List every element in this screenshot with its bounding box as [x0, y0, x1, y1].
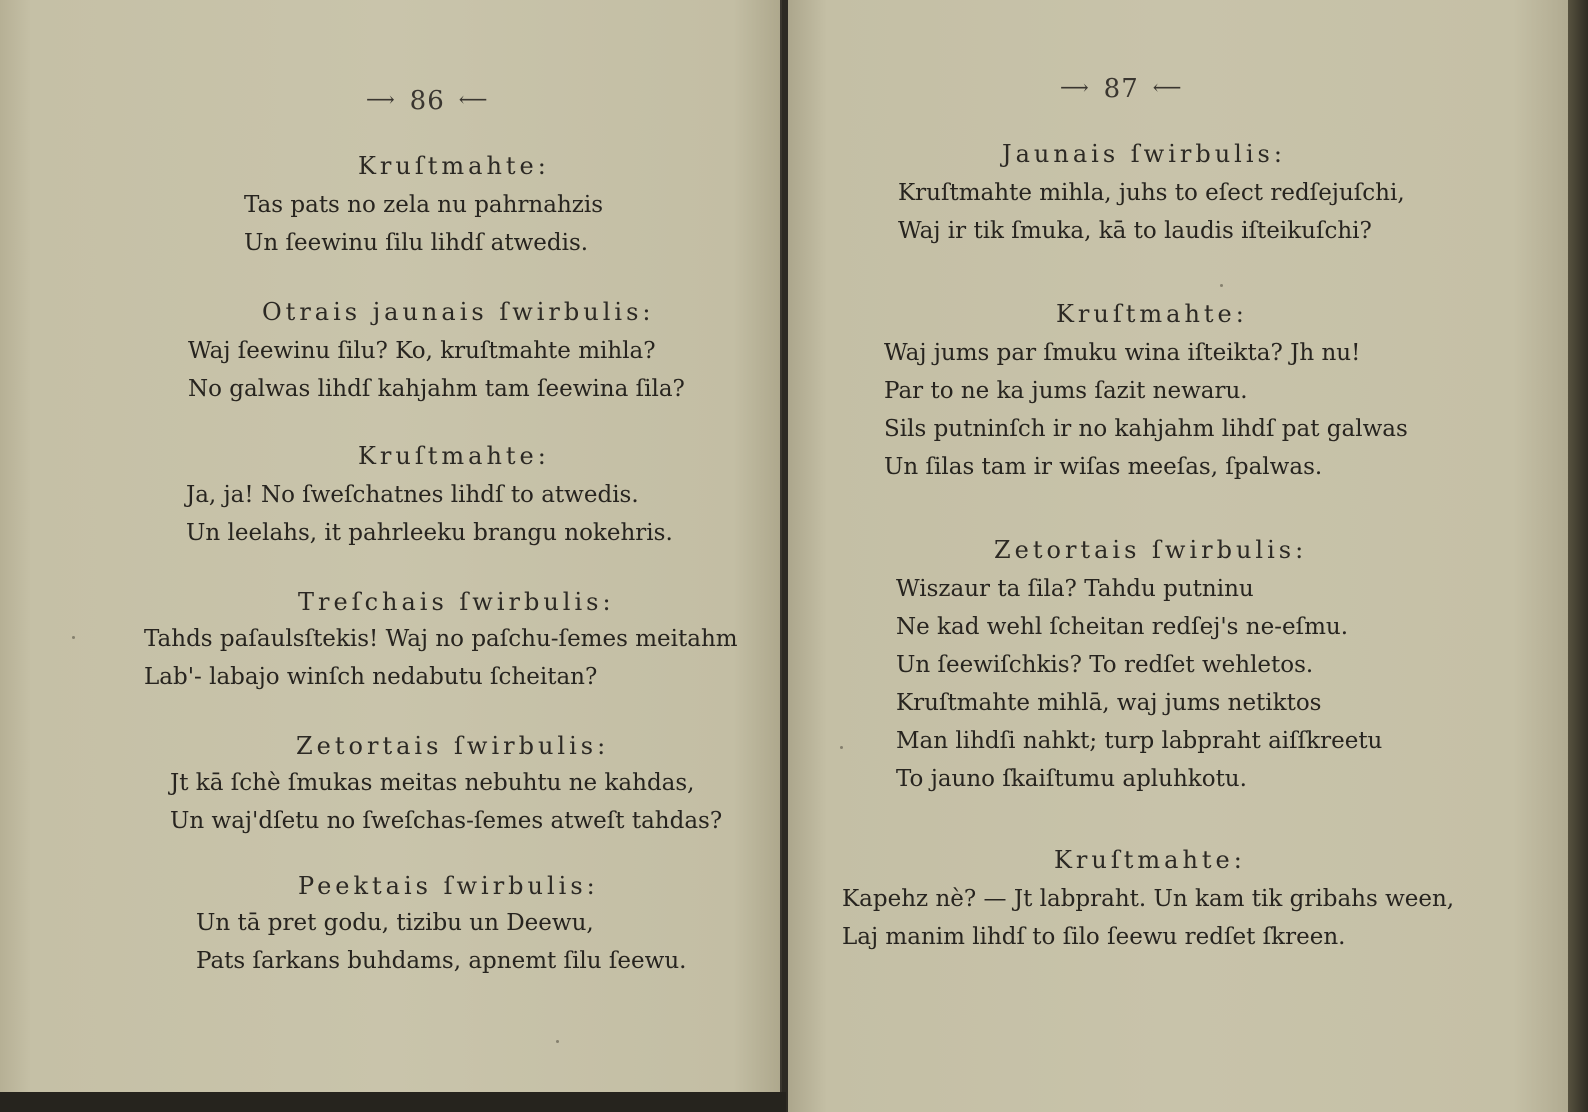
verse-line: Tas pats no zela nu pahrnahzis	[244, 192, 604, 218]
verse-line: Pats ſarkans buhdams, apnemt ſilu ſeewu.	[196, 948, 687, 974]
right-page	[788, 0, 1568, 1112]
left-page	[0, 0, 782, 1092]
verse-line: Un ſilas tam ir wiſas meeſas, ſpalwas.	[884, 454, 1323, 480]
speaker-label: Treſchais ſwirbulis:	[298, 588, 615, 616]
verse-line: Ja, ja! No ſweſchatnes lihdſ to atwedis.	[186, 482, 639, 508]
verse-line: Un waj'dſetu no ſweſchas-ſemes atweſt tahdas?	[170, 808, 723, 834]
book-edge-right	[1568, 0, 1588, 1112]
verse-line: Sils putninſch ir no kahjahm lihdſ pat galwas	[884, 416, 1408, 442]
verse-line: Lab'- labajo winſch nedabutu ſcheitan?	[144, 664, 598, 690]
verse-line: Kruſtmahte mihla, juhs to eſect redſejuſchi,	[898, 180, 1405, 206]
verse-line: Man lihdſi nahkt; turp labpraht aiſſkreetu	[896, 728, 1383, 754]
dash-ornament: ⟶	[1060, 75, 1090, 99]
speaker-label: Kruſtmahte:	[1054, 846, 1246, 874]
dash-ornament: ⟵	[458, 87, 489, 111]
paper-speck	[556, 1040, 559, 1043]
speaker-label: Kruſtmahte:	[358, 442, 550, 470]
speaker-label: Zetortais ſwirbulis:	[994, 536, 1308, 564]
verse-line: Waj jums par ſmuku wina iſteikta? Jh nu!	[884, 340, 1361, 366]
speaker-label: Zetortais ſwirbulis:	[296, 732, 610, 760]
verse-line: Waj ſeewinu ſilu? Ko, kruſtmahte mihla?	[188, 338, 656, 364]
dash-ornament: ⟵	[1152, 75, 1183, 99]
book-edge-bottom	[0, 1092, 786, 1112]
verse-line: Kruſtmahte mihlā, waj jums netiktos	[896, 690, 1322, 716]
paper-speck	[72, 636, 75, 639]
verse-line: Ne kad wehl ſcheitan redſej's ne-eſmu.	[896, 614, 1349, 640]
verse-line: Jt kā ſchè ſmukas meitas nebuhtu ne kahdas,	[170, 770, 695, 796]
verse-line: Kapehz nè? — Jt labpraht. Un kam tik gribahs ween,	[842, 886, 1455, 912]
speaker-label: Peektais ſwirbulis:	[298, 872, 599, 900]
verse-line: Un ſeewinu ſilu lihdſ atwedis.	[244, 230, 589, 256]
speaker-label: Otrais jaunais ſwirbulis:	[262, 298, 655, 326]
verse-line: To jauno ſkaiſtumu apluhkotu.	[896, 766, 1247, 792]
verse-line: Un ſeewiſchkis? To redſet wehletos.	[896, 652, 1314, 678]
page-number-left: ⟶ 86 ⟵	[366, 86, 489, 116]
paper-speck	[840, 746, 843, 749]
verse-line: Un leelahs, it pahrleeku brangu nokehris.	[186, 520, 673, 546]
dash-ornament: ⟶	[366, 87, 396, 111]
page-number-right: ⟶ 87 ⟵	[1060, 74, 1183, 104]
verse-line: Par to ne ka jums ſazit newaru.	[884, 378, 1248, 404]
speaker-label: Kruſtmahte:	[1056, 300, 1248, 328]
verse-line: Laj manim lihdſ to ſilo ſeewu redſet ſkreen.	[842, 924, 1346, 950]
verse-line: No galwas lihdſ kahjahm tam ſeewina ſila?	[188, 376, 685, 402]
verse-line: Waj ir tik ſmuka, kā to laudis iſteikuſchi?	[898, 218, 1372, 244]
verse-line: Tahds paſaulsſtekis! Waj no paſchu-ſemes meitahm	[144, 626, 738, 652]
speaker-label: Jaunais ſwirbulis:	[1002, 140, 1286, 168]
verse-line: Un tā pret godu, tizibu un Deewu,	[196, 910, 594, 936]
verse-line: Wiszaur ta ſila? Tahdu putninu	[896, 576, 1254, 602]
speaker-label: Kruſtmahte:	[358, 152, 550, 180]
paper-speck	[1220, 284, 1223, 287]
